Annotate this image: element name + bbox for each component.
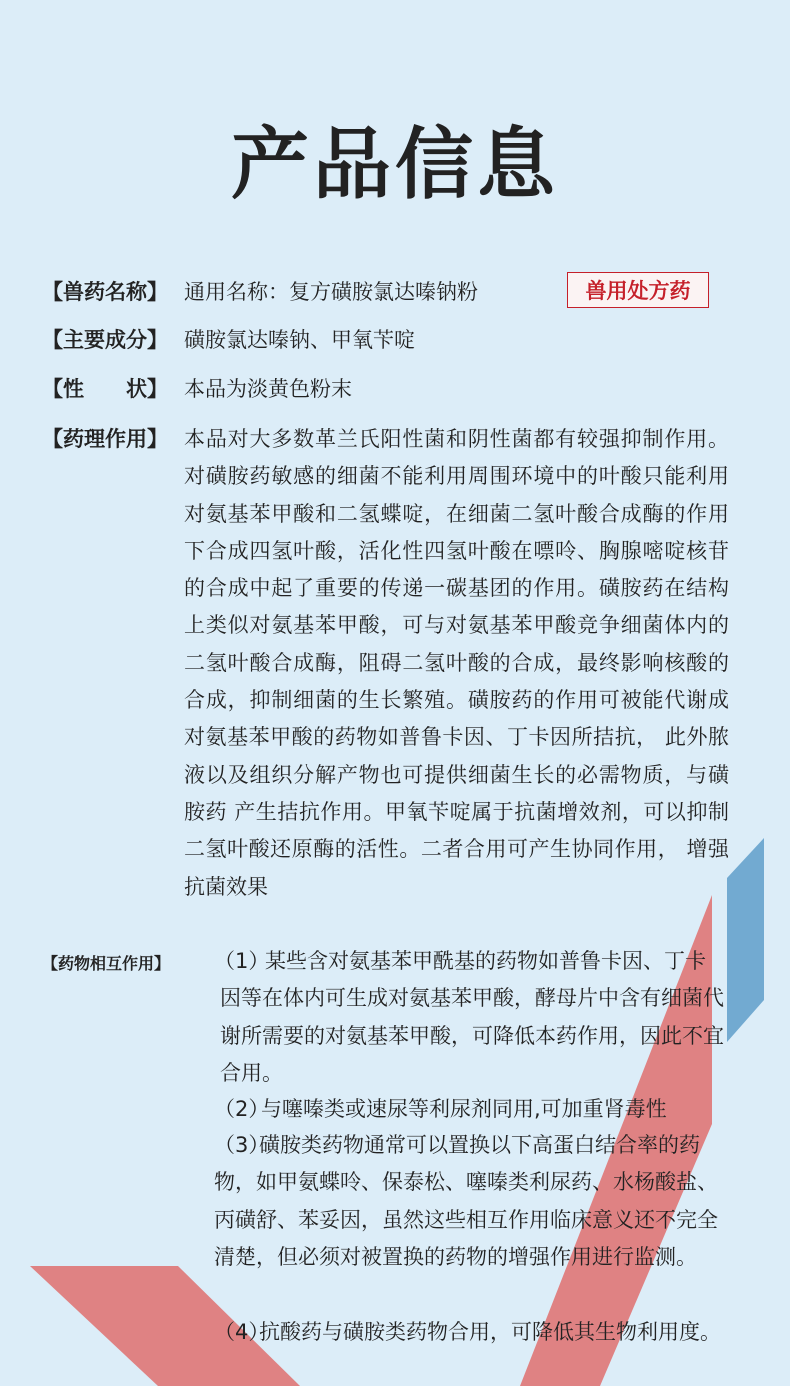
interaction-item-number: （2） bbox=[214, 1097, 270, 1121]
field-properties-value: 本品为淡黄色粉末 bbox=[184, 377, 352, 401]
interaction-item-text: 抗酸药与磺胺类药物合用，可降低其生物利用度。 bbox=[259, 1320, 721, 1344]
field-interactions-label: 【药物相互作用】 bbox=[42, 954, 171, 973]
field-properties-label: 【性 状】 bbox=[42, 377, 168, 401]
interaction-item-number: （4） bbox=[214, 1320, 270, 1344]
field-name-label: 【兽药名称】 bbox=[42, 280, 168, 304]
interaction-item-number: （3） bbox=[214, 1133, 270, 1157]
interaction-item-text: 与噻嗪类或速尿等利尿剂同用,可加重肾毒性 bbox=[261, 1097, 667, 1121]
interaction-item-number: （1） bbox=[214, 949, 270, 973]
field-name-value: 通用名称：复方磺胺氯达嗪钠粉 bbox=[184, 280, 478, 304]
interaction-item-text: 某些含对氨基苯甲酰基的药物如普鲁卡因、丁卡因等在体内可生成对氨基苯甲酸，酵母片中含有细菌代谢所需要的对氨基苯甲酸，可降低本药作用，因此不宜合用。 bbox=[220, 949, 724, 1085]
interaction-item-text: 磺胺类药物通常可以置换以下高蛋白结合率的药物，如甲氨蝶呤、保泰松、噻嗪类利尿药、水杨酸盐、丙磺舒、苯妥因，虽然这些相互作用临床意义还不完全清楚，但必须对被置换的药物的增强作用进行监测。 bbox=[214, 1133, 718, 1269]
field-ingredients-label: 【主要成分】 bbox=[42, 328, 168, 352]
page-title: 产品信息 bbox=[230, 119, 559, 210]
field-ingredients-value: 磺胺氯达嗪钠、甲氧苄啶 bbox=[184, 328, 415, 352]
field-pharmacology-label: 【药理作用】 bbox=[42, 427, 168, 451]
prescription-badge: 兽用处方药 bbox=[567, 272, 709, 308]
field-pharmacology-value: 本品对大多数革兰氏阳性菌和阴性菌都有较强抑制作用。对磺胺药敏感的细菌不能利用周围环境中的叶酸只能利用对氨基苯甲酸和二氢蝶啶，在细菌二氢叶酸合成酶的作用下合成四氢叶酸，活化性四氢叶酸在嘌呤、胸腺嘧啶核苷的合成中起了重要的传递一碳基团的作用。磺胺药在结构上类似对氨基苯甲酸，可与对氨基苯甲酸竞争细菌体内的二氢叶酸合成酶，阻碍二氢叶酸的合成，最终影响核酸的合成，抑制细菌的生长繁殖。磺胺药的作用可被能代谢成对氨基苯甲酸的药物如普鲁卡因、丁卡因所拮抗， 此外脓液以及组织分解产物也可提供细菌生长的必需物质，与磺胺药 产生拮抗作用。甲氧苄啶属于抗菌增效剂，可以抑制二氢叶酸还原酶的活性。二者合用可产生协同作用， 增强抗菌效果 bbox=[184, 427, 729, 899]
